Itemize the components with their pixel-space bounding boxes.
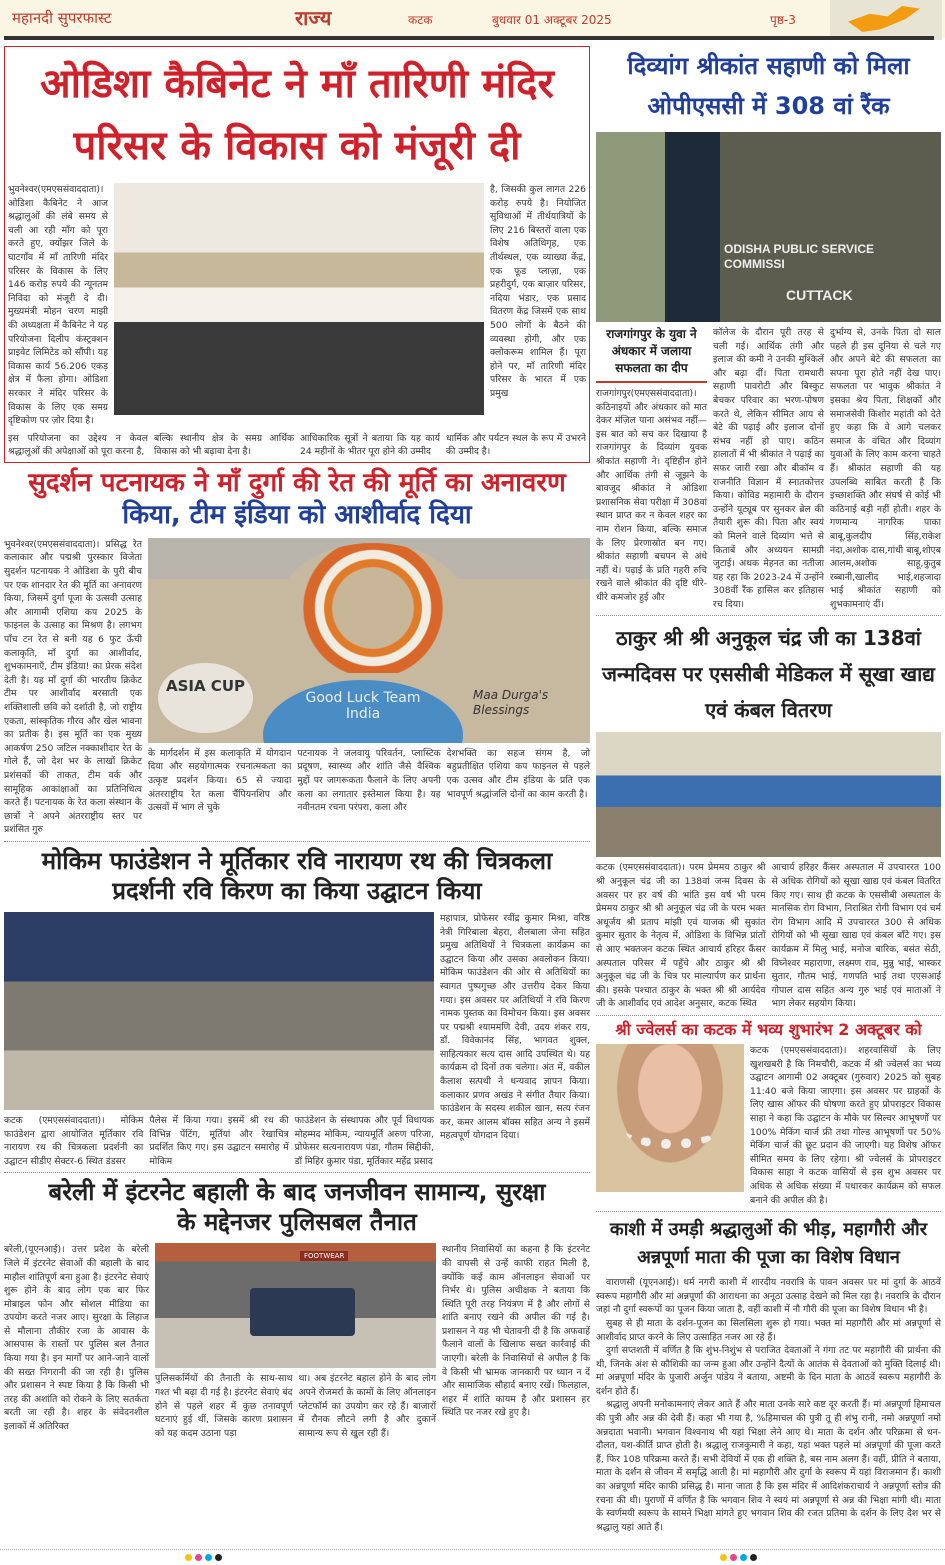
article-text: इस परियोजना का उद्देश्य न केवल श्रद्धालुओं की अपेक्षाओं को पूरा करना है, bbox=[8, 432, 148, 458]
article-cabinet bbox=[4, 46, 590, 463]
article-text: पैलेस में किया गया। इसमें श्री रथ की विभिन्न पेंटिंग, मूर्तियां और रेखाचित्र प्रदर्शित किए गए। इस उद्घाटन समारोह में मोकिम bbox=[149, 1114, 289, 1167]
opsc-sign: ODISHA PUBLIC SERVICE COMMISSI bbox=[724, 242, 875, 271]
newspaper-name: महानदी सुपरफास्ट bbox=[12, 9, 112, 27]
sub-headline: राजगांगपुर के युवा ने अंधकार में जलाया सफलता का दीप bbox=[596, 326, 707, 383]
srikant-photo bbox=[596, 132, 941, 322]
necklace-icon bbox=[626, 1114, 716, 1149]
asia-cup-text: ASIA CUP bbox=[158, 663, 253, 733]
article-mokim bbox=[4, 846, 590, 1168]
print-registration-marks bbox=[0, 1544, 945, 1562]
police-street-photo bbox=[155, 1243, 436, 1368]
headline: सुदर्शन पटनायक ने माँ दुर्गा की रेत की मूर्ति का अनावरण bbox=[28, 467, 566, 498]
police-jeep bbox=[250, 1288, 355, 1336]
article-text: धार्मिक और पर्यटन स्थल के रूप में उभरने की उम्मीद है। bbox=[446, 432, 586, 458]
article-srikant bbox=[596, 46, 941, 611]
article-text: पुलिसकर्मियों की तैनाती के साथ-साथ गश्त भी बढ़ा दी गई है। इंटरनेट सेवाएं बंद होने से पहले शहर में कुछ तनावपूर्ण घटनाएं हुई थीं, जिसके कारण प्रशासन को यह कदम उठाना पड़ा bbox=[155, 1373, 293, 1439]
date: बुधवार 01 अक्टूबर 2025 bbox=[492, 13, 612, 27]
city: कटक bbox=[408, 13, 433, 27]
divider bbox=[596, 615, 941, 616]
headline: ठाकुर श्री श्री अनुकूल चंद्र जी का 138वां जन्मदिवस पर एससीबी मेडिकल में सूखा खाद्य एवं कंबल वितरण bbox=[602, 626, 935, 723]
article-text: है, जिसकी कुल लागत 226 करोड़ रुपये है। नियोजित सुविधाओं में तीर्थयात्रियों के लिए 216 बिस्तरों वाला एक विशेष अतिथिगृह, एक तीर्थस्थल, एक व्याख्या केंद्र, एक फूड प्लाज़ा, एक प्रहरीदुर्ग, एक बाज़ार परिसर, नदिया भंडार, एक प्रसाद वितरण केंद्र जिसमें एक साथ 500 लोगों के बैठने की व्यवस्था होगी, और एक क्लोकरूम शामिल हैं। पूरा होने पर, माँ तारिणी मंदिर परिसर के भारत में एक प्रमुख bbox=[490, 184, 586, 399]
blessings-text: Maa Durga's Blessings bbox=[473, 687, 549, 717]
headline: किया, टीम इंडिया को आशीर्वाद दिया bbox=[122, 500, 472, 531]
section-name: राज्य bbox=[295, 6, 332, 30]
article-text: राजगांगपुर(एमएससंवाददाता)। कठिनाइयों और अंधकार को मात देकर मंज़िल पाना असंभव नहीं—इस बात को सच कर दिखाया है राजगांगपुर के दिव्यांग युवक श्रीकांत सहाणी ने। दृष्टिहीन होने और आर्थिक तंगी से जूझने के बावजूद श्रीकांत ने ओडिशा प्रशासनिक सेवा परीक्षा में 308वां स्थान प्राप्त कर न केवल शहर का नाम रोशन किया, बल्कि समाज के लिए प्रेरणास्रोत बन गए। श्रीकांत सहाणी बचपन से अंधे नहीं थे। पढ़ाई के प्रति गहरी रुचि रखने वाले श्रीकांत की दृष्टि धीरे-धीरे कमजोर हुई और bbox=[596, 388, 707, 603]
article-text: बरेली,(यूएनआई)। उत्तर प्रदेश के बरेली जिले में इंटरनेट सेवाओं की बहाली के बाद माहौल शांतिपूर्ण बना हुआ है। इंटरनेट सेवाएं शुरू होने के बाद लोग एक बार फिर मोबाइल फोन और सोशल मीडिया का उपयोग करते नजर आए। सुरक्षा के लिहाज से मौलाना तौकीर रजा के आवास के आसपास के रास्तों पर पुलिस बल तैनात किया गया है। इन मार्गों पर आने-जाने वालों की सख्त निगरानी की जा रही है। पुलिस और प्रशासन ने स्पष्ट किया है कि किसी भी तरह की अशांति को रोकने के लिए सतर्कता बरती जा रही है। शहर के संवेदनशील इलाकों में अतिरिक्त bbox=[4, 1244, 149, 1433]
article-text: था। अब इंटरनेट बहाल होने के बाद लोग अपने रोजमर्रा के कामों के लिए ऑनलाइन प्लेटफॉर्म का उपयोग कर रहे हैं। बाजारों में रौनक लौटने लगी है और दुकानें सामान्य रूप से खुल रही हैं। bbox=[298, 1373, 436, 1439]
odisha-map-icon bbox=[830, 0, 942, 40]
article-text: के मार्गदर्शन में इस कलाकृति में योगदान दिया और सहयोगात्मक रचनात्मकता का उत्कृष्ट प्रदर्शन किया। 65 से ज्यादा अंतरराष्ट्रीय रेत कला चैंपियनशिप और उत्सवों में भाग ले चुके bbox=[148, 747, 292, 814]
article-thakur bbox=[596, 620, 941, 1011]
divider bbox=[596, 1015, 941, 1016]
distribution-photo bbox=[596, 732, 941, 857]
page-number: पृष्ठ-3 bbox=[770, 13, 796, 27]
article-text: देशभक्ति का सहज संगम है, जो बहुप्रतीक्षित एशिया कप फाइनल से पहले एक उत्सव और टीम इंडिया के प्रति एक भावपूर्ण श्रद्धांजलि दोनों का काम करती है। bbox=[446, 747, 590, 800]
article-kashi bbox=[596, 1216, 941, 1534]
jewellery-ad-photo bbox=[596, 1044, 744, 1192]
headline: के मद्देनजर पुलिसबल तैनात bbox=[177, 1208, 417, 1237]
header-rule bbox=[4, 36, 934, 40]
divider bbox=[596, 1211, 941, 1212]
headline: दिव्यांग श्रीकांत सहाणी को मिला ओपीएससी में 308 वां रैंक bbox=[627, 52, 910, 120]
article-text: फाउंडेशन के संस्थापक और पूर्व विधायक मोहम्मद मोकिम, न्यायमूर्ति अरुण परिजा, प्रोफेसर सत्यनारायण पंडा, गौतम सिद्दीकी, डॉ मिहिर कुमार पंडा, मूर्तिकार महेंद्र प्रसाद bbox=[294, 1114, 434, 1167]
headline: ओडिशा कैबिनेट ने माँ तारिणी मंदिर परिसर के विकास को मंजूरी दी bbox=[40, 61, 554, 169]
article-text: आधिकारिक सूत्रों ने बताया कि यह कार्य 24 महीनों के भीतर पूरा होने की उम्मीद bbox=[300, 432, 440, 458]
article-text: स्थानीय निवासियों का कहना है कि इंटरनेट की वापसी से उन्हें काफी राहत मिली है, क्योंकि कई काम ऑनलाइन सेवाओं पर निर्भर थे। पुलिस अधीक्षक ने बताया कि स्थिति पूरी तरह नियंत्रण में है और लोगों से शांति बनाए रखने की अपील की गई है। प्रशासन ने यह भी चेतावनी दी है कि अफवाहें फैलाने वालों के खिलाफ सख्त कार्रवाई की जाएगी। बरेली के निवासियों से अपील है कि वे किसी भी भ्रामक जानकारी पर ध्यान न दें और सामाजिक सौहार्द बनाए रखें। फिलहाल, शहर में शांति कायम है और प्रशासन हर स्थिति पर नजर रखे हुए है। bbox=[442, 1244, 590, 1419]
article-jewellers bbox=[596, 1020, 941, 1207]
masthead bbox=[0, 0, 945, 38]
divider bbox=[4, 1172, 590, 1173]
article-sand-art bbox=[4, 467, 590, 837]
headline: बरेली में इंटरनेट बहाली के बाद जनजीवन सामान्य, सुरक्षा bbox=[48, 1178, 546, 1207]
article-text: कॉलेज के दौरान पूरी तरह से चली गई। आर्थिक तंगी और इलाज की कमी ने उनकी मुश्किलें और बढ़ा दीं। पिता रामधारी सहाणी पावरोटी और बिस्कुट बेचकर परिवार का भरण-पोषण करते थे, लेकिन सीमित आय से बेटे की पढ़ाई और इलाज दोनों संभव नहीं हो पाए। कठिन हालातों में भी श्रीकांत ने पढ़ाई का सफर जारी रखा और बीकॉम व राजनीति विज्ञान में स्नातकोत्तर किया। कोविड महामारी के दौरान उन्होंने यूट्यूब पर सुनकर ब्रेल की तैयारी शुरू की। पिता और स्वयं को मिलने वाले दिव्यांग भत्ते से किताबें और अध्ययन सामग्री जुटाई। अथक मेहनत का नतीजा यह रहा कि 2023-24 में उन्होंने 308वीं रैंक हासिल कर इतिहास रच दिया। bbox=[713, 327, 824, 610]
divider bbox=[4, 841, 590, 842]
article-paragraph: दुर्गा सप्तशती में वर्णित है कि शुंभ-निशुंभ से पराजित देवताओं ने गंगा तट पर महागौरी की प्रार्थना की थी, जिनके अंश से कौशिकी का जन्म हुआ और उन्होंने दैत्यों के आतंक से देवताओं को मुक्ति दिलाई थी। मां अन्नपूर्णा मंदिर के पुजारी अर्जुन पांडेय ने बताया, अष्टमी के दिन माता के आठवें स्वरूप महागौरी के दर्शन होते हैं। bbox=[596, 1345, 941, 1397]
headline: प्रदर्शनी रवि किरण का किया उद्घाटन किया bbox=[112, 876, 482, 905]
article-text: बल्कि स्थानीय क्षेत्र के समग्र आर्थिक विकास को भी बढ़ावा देना है। bbox=[154, 432, 294, 458]
article-text: महापात्र, प्रोफेसर रवींद्र कुमार मिश्रा, वरिष्ठ नेत्री गिरिबाला बेहरा, शैलबाला जेना सहित प्रमुख अतिथियों ने चित्रकला कार्यक्रम का उद्घाटन किया और उसका अवलोकन किया। मोकिम फाउंडेशन की ओर से अतिथियों का स्वागत पुष्पगुच्छ और उत्तरीय देकर किया गया। इस अवसर पर अतिथियों ने रवि किरण नामक पुस्तक का विमोचन किया। इस अवसर पर पद्मश्री श्याममणि देवी, उदय शंकर राय, डॉ. विवेकानंद सिंह, भागवत शुक्ल, साहित्यकार सत्य दास आदि उपस्थित थे। यह कार्यक्रम दो दिनों तक चलेगा। अंत में, वकील कैलाश सत्पथी ने धन्यवाद ज्ञापन किया। कलाकार प्रणव अखंड ने संगीत तैयार किया। फाउंडेशन के सदस्य शकील खान, सत्य रंजन कर, कमर आलम बॉक्स सहित अन्य ने इसमें महत्वपूर्ण योगदान दिया। bbox=[440, 912, 590, 1142]
article-text: कटक (एमएससंवाददाता)। मोकिम फाउंडेशन द्वारा आयोजित मूर्तिकार रवि नारायण रथ की चित्रकला प्रदर्शनी का उद्घाटन सीडीए सेक्टर-6 स्थित डंडसर bbox=[4, 1114, 144, 1167]
headline: श्री ज्वेलर्स का कटक में भव्य शुभारंभ 2 अक्टूबर को bbox=[615, 1020, 922, 1039]
article-text: आचार्य हरिहर कैंसर अस्पताल में उपचाररत 100 से अधिक रोगियों को सूखा खाद्य एवं कंबल वितरित किए गए। साथ ही कटक के एससीबी अस्पताल के मानसिक रोग विभाग, निराश्रित रोगी विभाग एवं चर्म रोग विभाग आदि में उपचाररत 300 से अधिक रोगियों को भी सूखा खाद्य एवं कंबल बाँटे गए। इस कार्यक्रम में मिलु भाई, मनोज बारिक, बसंत सेठी, विघ्नेश्वर महाराणा, लक्ष्मण राव, मुन्नु भाई, भास्कर सुतार, गौतम भाई, गणपति भाई तथा एएसआई गोपाल दास सहित अन्य गुरु भाई एवं माताओं ने भाग लेकर सहयोग किया। bbox=[771, 862, 941, 1010]
article-text: भुवनेश्वर(एमएससंवाददाता)। प्रसिद्ध रेत कलाकार और पद्मश्री पुरस्कार विजेता सुदर्शन पटनायक ने ओडिशा के पुरी बीच पर एक शानदार रेत की मूर्ति का अनावरण किया, जिसमें दुर्गा पूजा के उत्सवी उत्साह और आगामी एशिया कप 2025 के फाइनल के उत्साह का मिश्रण है। लगभग पाँच टन रेत से बनी यह 6 फुट ऊँची कलाकृति, माँ दुर्गा का आशीर्वाद, शुभकामनाएँ, टीम इंडिया! का प्रेरक संदेश देती है। यह माँ दुर्गा की भारतीय क्रिकेट टीम पर आशीर्वाद बरसाती एक शक्तिशाली छवि को दर्शाती है, जो राष्ट्रीय एकता, सांस्कृतिक गौरव और खेल भावना का प्रतीक है। इस मूर्ति का एक मुख्य आकर्षण 250 जटिल नक्काशीदार रेत के गोले हैं, जो देश भर के लाखों क्रिकेट प्रशंसकों की ताकत, टीम वर्क और सामूहिक आकांक्षाओं का प्रतिनिधित्व करते हैं। पटनायक के रेत कला संस्थान के छात्रों ने अपने अंतरराष्ट्रीय स्तर पर प्रशंसित गुरु bbox=[4, 538, 142, 836]
cabinet-meeting-photo bbox=[114, 183, 484, 415]
article-text: दुर्भाग्य से, उनके पिता दो साल पहले ही इस दुनिया से चले गए और अपने बेटे की सफलता का सपना पूरा होते नहीं देख पाए। सफलता पर भावुक श्रीकांत ने इसका श्रेय पिता, शिक्षकों और समाजसेवी किशोर महांती को देते हुए कहा कि वे आगे चलकर समाज के वंचित और दिव्यांग युवाओं के लिए काम करना चाहते हैं। श्रीकांत सहाणी की यह उपलब्धि साबित करती है कि इच्छाशक्ति और संघर्ष से कोई भी कठिनाई बड़ी नहीं होती। शहर के गणमान्य नागरिक पाका बाबू,कुलदीप सिंह,राकेश नंदा,अशोक दास,गांधी बाबू,शोएब आलम,अशोक साहू,कुतुब रब्बानी,खालीद भाई,शहजादा भाई श्रीकांत सहाणी को शुभकामनाएं दीं। bbox=[830, 327, 941, 610]
article-paragraph: सुबह से ही माता के दर्शन-पूजन का सिलसिला शुरू हो गया। भक्त मां महागौरी और मां अन्नपूर्णा से आशीर्वाद प्राप्त करने के लिए उत्साहित नजर आ रहे हैं। bbox=[596, 1317, 941, 1343]
cuttack-sign: CUTTACK bbox=[786, 287, 853, 303]
article-paragraph: श्रद्धालु अपनी मनोकामनाएं लेकर आते हैं और माता उनके सारे कष्ट दूर करती हैं। मां अन्नपूर्णा हिमाचल की पुत्री और अन्न की देवी हैं। कहा भी गया है, %हिमाचल की पुत्री तू ही शंभु रानी, नमो अन्नपूर्णा नमो अन्नदाता भवानी। भगवान विश्वनाथ भी यहां भिक्षा लेने आए थे। माता के दर्शन और परिक्रमा से धन-दौलत, यश-कीर्ति प्राप्त होती है। श्रद्धालु राजकुमारी ने कहा, यहां भक्त पहले मां अन्नपूर्णा की पूजा करते हैं, फिर 108 परिक्रमा करते हैं। सभी देवियों में एक ही शक्ति है, बस नाम अलग हैं। वहीं, प्रीति ने बताया, माता के दर्शन से जीवन में समृद्धि आती है। मां महागौरी और दुर्गा के स्वरूप में यहां विराजमान हैं। काशी का अन्नपूर्णा मंदिर काफी प्रसिद्ध है। माना जाता है कि इस मंदिर में आदिशंकराचार्य ने अन्नपूर्णा स्तोत्र की रचना की थी। पुराणों में वर्णित है कि भगवान शिव ने स्वयं मां अन्नपूर्णा से अन्न की भिक्षा मांगी थी। माता के स्वर्णमयी स्वरूप के सामने भिक्षा मांगते हुए भगवान शिव की रजत प्रतिमा के दर्शन के लिए देश भर से श्रद्धालु यहां आते हैं। bbox=[596, 1399, 941, 1533]
article-text: कटक (एमएससंवाददाता)। शहरवासियों के लिए खुशखबरी है कि निमचौरी, कटक में श्री ज्वेलर्स का भव्य उद्घाटन आगामी 02 अक्टूबर (गुरुवार) 2025 को सुबह 11:40 बजे किया जाएगा। इस अवसर पर ग्राहकों के लिए खास ऑफर की घोषणा करते हुए प्रोपराइटर विकास साहा ने कहा कि उद्घाटन के मौके पर सिल्वर आभूषणों पर 100% मेकिंग चार्ज फ्री तथा गोल्ड आभूषणों पर 50% मेकिंग चार्ज की छूट प्रदान की जाएगी। यह विशेष ऑफर सीमित समय के लिए रहेगा। श्री ज्वेलर्स के प्रोपराइटर विकास साहा ने कटक वासियों से इस शुभ अवसर पर अधिक से अधिक संख्या में पधारकर कार्यक्रम को सफल बनाने की अपील की है। bbox=[750, 1045, 941, 1206]
headline: मोकिम फाउंडेशन ने मूर्तिकार रवि नारायण रथ की चित्रकला bbox=[41, 846, 553, 875]
article-text: भुवनेश्वर(एमएससंवाददाता)। ओडिशा कैबिनेट ने आज श्रद्धालुओं की लंबे समय से चली आ रही माँग को पूरा करते हुए, क्योंझर जिले के घाटगाँव में माँ तारिणी मंदिर परिसर के विकास के लिए 146 करोड़ रुपये की न्यूनतम निविदा को मंजूरी दे दी। मुख्यमंत्री मोहन चरण माझी की अध्यक्षता में कैबिनेट ने यह परियोजना दिलीप कंस्ट्रक्शन प्राइवेट लिमिटेड को सौंपी। यह विकास कार्य 56.206 एकड़ क्षेत्र में फैला होगा। ओडिशा सरकार ने मंदिर परिसर के विकास के लिए एक समग्र दृष्टिकोण पर ज़ोर दिया है। bbox=[8, 184, 108, 427]
article-paragraph: वाराणसी (यूएनआई)। धर्म नगरी काशी में शारदीय नवरात्रि के पावन अवसर पर मां दुर्गा के आठवें स्वरूप महागौरी और मां अन्नपूर्णा की आराधना का अनूठा उत्साह देखने को मिल रहा है। नवरात्रि के दौरान जहां नौ दुर्गा स्वरूपों का पूजन किया जाता है, वहीं काशी में नौ गौरी की पूजा का विशेष विधान भी है। bbox=[596, 1277, 941, 1316]
sand-sculpture-photo bbox=[148, 538, 590, 743]
article-text: पटनायक ने जलवायु परिवर्तन, प्लास्टिक प्रदूषण, स्वास्थ्य और शांति जैसे वैश्विक मुद्दों पर जागरूकता फैलाने के लिए अपनी कला का लगातार इस्तेमाल किया है। यह नवीनतम रचना परंपरा, कला और bbox=[297, 747, 441, 814]
headline: काशी में उमड़ी श्रद्धालुओं की भीड़, महागौरी और अन्नपूर्णा माता की पूजा का विशेष विधान bbox=[609, 1219, 928, 1269]
good-luck-text: Good Luck Team India bbox=[263, 680, 463, 743]
exhibition-photo bbox=[4, 912, 434, 1110]
article-text: कटक (एमएससंवाददाता)। परम प्रेममय ठाकुर श्री श्री अनुकूल चंद्र जी का 138वां जन्म दिवस के अवसर पर हर वर्ष की भांति इस वर्ष भी परम प्रेममय ठाकुर श्री श्री अनुकूल चंद्र जी के परम भक्त अधूर्जय श्री प्रताप मांझी एवं याजक श्री सुकांत कुमार सुतार के नेतृत्व में, ओडिशा के विभिन्न प्रांतों से आए भक्तजन कटक स्थित आचार्य हरिहर कैंसर अस्पताल परिसर में पहुँचे और ठाकुर श्री श्री अनुकूल चंद्र जी के चित्र पर माल्यार्पण कर प्रार्थना की। इसके पश्चात ठाकुर के भक्त श्री श्री आर्यदेव जी के आशीर्वाद एवं आदेश अनुसार, कटक स्थित bbox=[596, 862, 766, 1010]
article-bareilly bbox=[4, 1177, 590, 1440]
footwear-sign: FOOTWEAR bbox=[300, 1251, 348, 1261]
